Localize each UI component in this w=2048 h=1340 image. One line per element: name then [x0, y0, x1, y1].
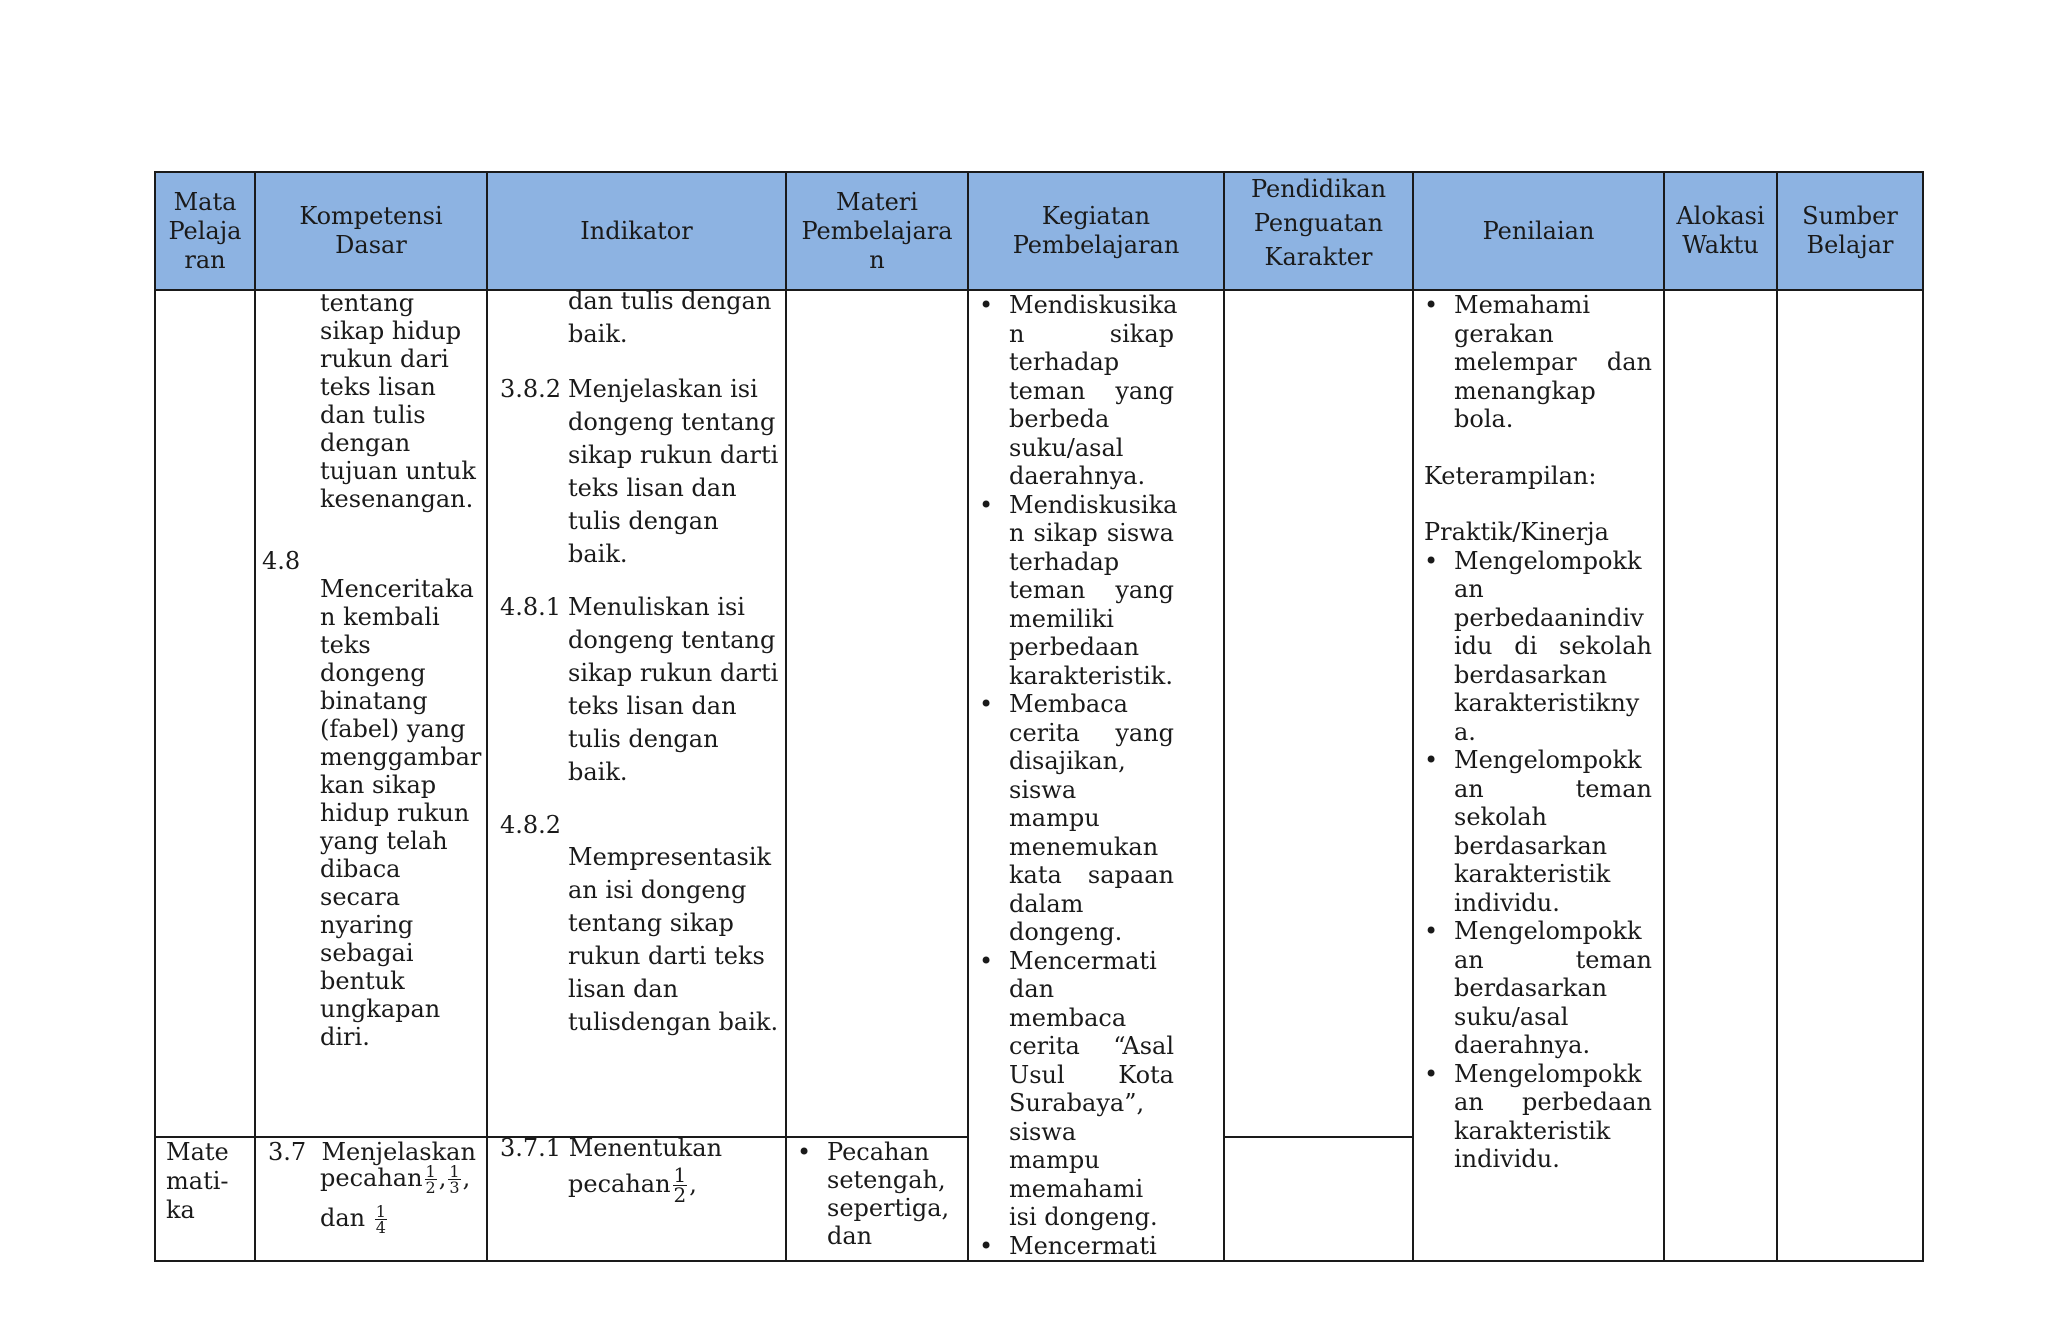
ind-number-3-7-1: 3.7.1 [500, 1133, 562, 1162]
ind-number-4-8-1: 4.8.1 [500, 593, 562, 621]
penilaian-list [1414, 547, 1652, 1174]
fraction-numerator: 1 [673, 1162, 687, 1187]
kegiatan-item: • Mendiskusika n sikap terhadap teman yang berbeda suku/asal daerahnya. [969, 291, 1174, 491]
mapel-matematika: Mate mati- ka [166, 1137, 229, 1224]
fraction-denominator: 2 [673, 1182, 687, 1207]
materi-item: • Pecahan setengah, sepertiga, dan [787, 1138, 957, 1250]
header-kompetensi-dasar: Kompetensi Dasar [255, 172, 487, 290]
cell-kd-matematika [255, 1137, 487, 1261]
ind-3-7-1-line [500, 1134, 722, 1162]
penilaian-item: • Mengelompokk an teman berdasarkan suku/asal daerahnya. [1414, 917, 1652, 1060]
cell-indikator-bahasa [487, 287, 786, 1137]
fraction-half [673, 1162, 688, 1207]
penilaian-item: • Mengelompokk an teman sekolah berdasarkan karakteristik individu. [1414, 746, 1652, 917]
kd-number-4-8: 4.8 [262, 547, 301, 575]
row-bahasa [155, 290, 1923, 1137]
cell-ppk-empty [1224, 290, 1413, 1137]
kegiatan-item: • Mencermati dan membaca cerita “Asal Usul Kota Surabaya”, siswa mampu memahami isi dongeng. [969, 947, 1174, 1232]
kd-pecahan-word: pecahan [320, 1163, 423, 1192]
cell-mapel-matematika [155, 1137, 255, 1261]
kegiatan-item: • Mencermati [969, 1232, 1174, 1261]
keterampilan-label: Keterampilan: [1424, 461, 1597, 490]
cell-materi-empty [786, 290, 968, 1137]
ind-3-8-2-text: Menjelaskan isi dongeng tentang sikap rukun darti teks lisan dan tulis dengan baik. [568, 375, 779, 568]
ind-4-8-2-text: Mempresentasik an isi dongeng tentang sikap rukun darti teks lisan dan tulisdengan baik. [568, 843, 779, 1036]
kd-number-3-7: 3.7 [268, 1137, 307, 1166]
fraction-numerator: 1 [375, 1201, 386, 1221]
materi-list [787, 1138, 957, 1250]
ind-3-7-1-verb: Menentukan [568, 1133, 723, 1162]
cell-penilaian [1413, 290, 1664, 1261]
penilaian-item: • Mengelompokk an perbedaanindiv idu di sekolah berdasarkan karakteristikny a. [1414, 547, 1652, 747]
kd-4-8-text: Menceritaka n kembali teks dongeng binatang (fabel) yang menggambar kan sikap hidup rukun yang telah dibaca secara nyaring sebagai bentuk ungkapan diri. [320, 575, 482, 1051]
fraction-denominator: 3 [449, 1177, 460, 1197]
penilaian-item: • Memahami gerakan melempar dan menangkap bola. [1414, 291, 1652, 434]
kd-fractions-line: pecahan $\frac{1}{2}$ , $\frac{1}{3}$ , [320, 1161, 471, 1197]
cell-materi-matematika [786, 1137, 968, 1261]
header-row [155, 172, 1923, 290]
header-indikator: Indikator [487, 172, 786, 290]
header-mata-pelajaran: Mata Pelaja ran [155, 172, 255, 290]
header-sumber: Sumber Belajar [1777, 172, 1923, 290]
kd-continuation: tentang sikap hidup rukun dari teks lisan dan tulis dengan tujuan untuk kesenangan. [320, 289, 476, 513]
fraction-denominator: 2 [425, 1177, 436, 1197]
kd-3-7-line [268, 1138, 476, 1166]
cell-alokasi-empty [1664, 290, 1777, 1261]
header-ppk: Pendidikan Penguatan Karakter [1224, 172, 1413, 290]
fraction-third [448, 1161, 460, 1197]
fraction-half [425, 1161, 437, 1197]
header-kegiatan: Kegiatan Pembelajaran [968, 172, 1224, 290]
fraction-quarter [375, 1201, 387, 1237]
penilaian-item: • Mengelompokk an perbedaan karakteristik individu. [1414, 1060, 1652, 1174]
lesson-plan-table [154, 171, 1924, 1262]
ind-fraction-line: pecahan $\frac{1}{2}$ , [568, 1162, 697, 1207]
kd-dan-word: dan [320, 1203, 366, 1232]
cell-indikator-matematika [487, 1133, 786, 1261]
kd-3-7-verb: Menjelaskan [321, 1137, 476, 1166]
cell-sumber-empty [1777, 290, 1923, 1261]
fraction-numerator: 1 [425, 1161, 436, 1181]
kd-dan-line [320, 1201, 389, 1237]
fraction-numerator: 1 [449, 1161, 460, 1181]
ind-4-8-1-text: Menuliskan isi dongeng tentang sikap rukun darti teks lisan dan tulis dengan baik. [568, 593, 779, 786]
cell-kegiatan [968, 290, 1224, 1261]
header-penilaian: Penilaian [1413, 172, 1664, 290]
ind-number-4-8-2: 4.8.2 [500, 811, 562, 839]
cell-kd-bahasa [255, 290, 487, 1137]
cell-ppk-matematika-empty [1224, 1137, 1413, 1261]
header-materi: Materi Pembelajara n [786, 172, 968, 290]
ind-number-3-8-2: 3.8.2 [500, 375, 562, 403]
ind-continuation: dan tulis dengan baik. [568, 287, 772, 348]
kegiatan-list [969, 291, 1178, 1260]
kegiatan-item: • Mendiskusika n sikap siswa terhadap teman yang memiliki perbedaan karakteristik. [969, 491, 1174, 691]
kegiatan-item: • Membaca cerita yang disajikan, siswa mampu menemukan kata sapaan dalam dongeng. [969, 690, 1174, 947]
cell-mapel-empty [155, 290, 255, 1137]
penilaian-top-list [1414, 291, 1652, 434]
praktik-label: Praktik/Kinerja [1424, 518, 1609, 546]
ind-pecahan-word: pecahan [568, 1169, 671, 1198]
fraction-denominator: 4 [375, 1217, 386, 1237]
header-alokasi: Alokasi Waktu [1664, 172, 1777, 290]
